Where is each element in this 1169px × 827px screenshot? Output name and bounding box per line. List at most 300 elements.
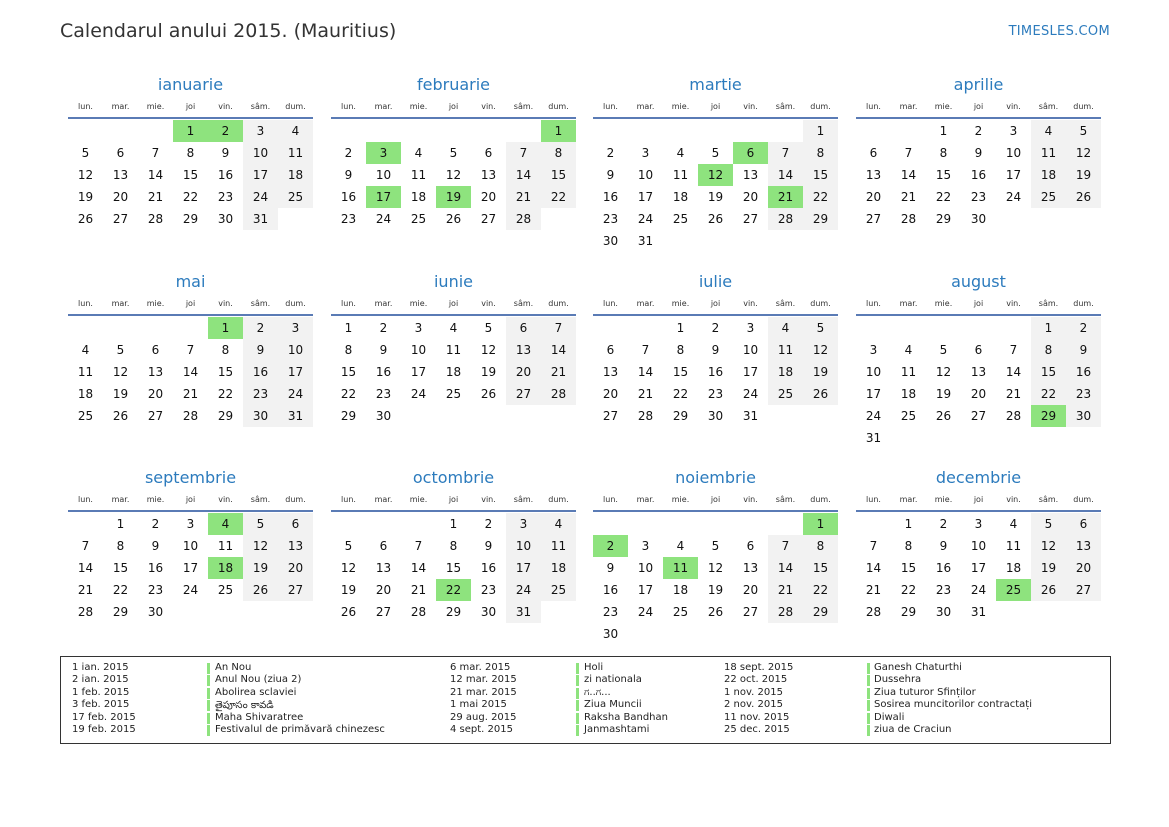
weekday-label: sâm. [250, 299, 271, 308]
day-cell: 9 [221, 146, 230, 160]
legend-holiday-marker [207, 675, 210, 686]
day-cell: 4 [1031, 120, 1066, 142]
weekday-label: lun. [866, 299, 881, 308]
day-cell: 6 [1066, 513, 1101, 535]
header-divider [593, 314, 838, 316]
day-cell: 9 [151, 539, 160, 553]
day-cell: 28 [900, 212, 917, 226]
day-cell: 22 [803, 579, 838, 601]
day-cell: 13 [742, 561, 759, 575]
day-cell: 27 [375, 605, 392, 619]
day-cell: 12 [445, 168, 462, 182]
day-cell: 5 [116, 343, 125, 357]
day-cell: 29 [935, 212, 952, 226]
day-cell: 19 [243, 557, 278, 579]
day-cell: 15 [340, 365, 357, 379]
day-cell: 1 [939, 124, 948, 138]
holiday-day-cell: 19 [436, 186, 471, 208]
day-cell: 9 [711, 343, 720, 357]
legend-date: 25 dec. 2015 [724, 724, 790, 735]
day-cell: 10 [970, 539, 987, 553]
day-cell: 24 [506, 579, 541, 601]
month-name: august [951, 272, 1006, 291]
day-cell: 16 [707, 365, 724, 379]
day-cell: 30 [217, 212, 234, 226]
day-cell: 27 [742, 212, 759, 226]
day-cell: 7 [641, 343, 650, 357]
day-cell: 27 [112, 212, 129, 226]
weekday-label: lun. [78, 299, 93, 308]
day-cell: 19 [77, 190, 94, 204]
day-cell: 31 [506, 601, 541, 623]
day-cell: 26 [112, 409, 129, 423]
day-cell: 8 [344, 343, 353, 357]
day-cell: 16 [602, 190, 619, 204]
header-divider [68, 510, 313, 512]
day-cell: 8 [676, 343, 685, 357]
day-cell: 25 [410, 212, 427, 226]
holiday-day-cell: 1 [208, 317, 243, 339]
day-cell: 20 [602, 387, 619, 401]
day-cell: 28 [865, 605, 882, 619]
day-cell: 16 [243, 361, 278, 383]
day-cell: 11 [1031, 142, 1066, 164]
day-cell: 12 [803, 339, 838, 361]
day-cell: 11 [1005, 539, 1022, 553]
day-cell: 22 [803, 186, 838, 208]
day-cell: 3 [243, 120, 278, 142]
day-cell: 8 [221, 343, 230, 357]
day-cell: 18 [77, 387, 94, 401]
legend-holiday-name: Ziua tuturor Sfinților [874, 686, 976, 698]
day-cell: 18 [768, 361, 803, 383]
day-cell: 17 [970, 561, 987, 575]
day-cell: 5 [484, 321, 493, 335]
month-name: mai [175, 272, 206, 291]
day-cell: 27 [865, 212, 882, 226]
legend-date: 17 feb. 2015 [72, 711, 136, 723]
legend-date: 1 mai 2015 [450, 699, 507, 711]
day-cell: 23 [147, 583, 164, 597]
holiday-day-cell: 6 [733, 142, 768, 164]
day-cell: 19 [707, 190, 724, 204]
day-cell: 24 [970, 583, 987, 597]
weekday-label: lun. [866, 102, 881, 111]
day-cell: 30 [602, 234, 619, 248]
day-cell: 3 [869, 343, 878, 357]
day-cell: 23 [602, 212, 619, 226]
weekday-label: dum. [810, 102, 831, 111]
day-cell: 21 [147, 190, 164, 204]
day-cell: 14 [77, 561, 94, 575]
legend-date: 4 sept. 2015 [450, 724, 513, 735]
day-cell: 12 [112, 365, 129, 379]
legend-date: 6 mar. 2015 [450, 662, 511, 673]
header-divider [331, 510, 576, 512]
day-cell: 29 [803, 601, 838, 623]
day-cell: 13 [278, 535, 313, 557]
weekday-label: vin. [1006, 299, 1021, 308]
day-cell: 15 [182, 168, 199, 182]
day-cell: 3 [506, 513, 541, 535]
header-divider [856, 117, 1101, 119]
weekday-label: mie. [934, 299, 953, 308]
day-cell: 1 [676, 321, 685, 335]
day-cell: 3 [641, 146, 650, 160]
weekday-label: joi [710, 495, 721, 504]
day-cell: 28 [506, 208, 541, 230]
holiday-day-cell: 22 [436, 579, 471, 601]
weekday-label: vin. [481, 299, 496, 308]
legend-holiday-marker [207, 713, 210, 724]
legend-date: 29 aug. 2015 [450, 711, 517, 723]
day-cell: 20 [970, 387, 987, 401]
legend-holiday-name: Abolirea sclaviei [215, 686, 297, 698]
day-cell: 11 [77, 365, 94, 379]
weekday-label: mar. [899, 102, 918, 111]
day-cell: 11 [768, 339, 803, 361]
day-cell: 22 [182, 190, 199, 204]
day-cell: 30 [147, 605, 164, 619]
day-cell: 19 [480, 365, 497, 379]
weekday-label: lun. [341, 299, 356, 308]
day-cell: 14 [506, 164, 541, 186]
day-cell: 5 [344, 539, 353, 553]
day-cell: 30 [480, 605, 497, 619]
day-cell: 29 [900, 605, 917, 619]
day-cell: 4 [449, 321, 458, 335]
day-cell: 21 [865, 583, 882, 597]
day-cell: 19 [112, 387, 129, 401]
day-cell: 2 [1066, 317, 1101, 339]
weekday-label: joi [185, 102, 196, 111]
weekday-label: vin. [218, 102, 233, 111]
day-cell: 5 [243, 513, 278, 535]
day-cell: 14 [900, 168, 917, 182]
day-cell: 13 [112, 168, 129, 182]
legend-holiday-name: Dussehra [874, 674, 922, 686]
day-cell: 27 [147, 409, 164, 423]
day-cell: 7 [151, 146, 160, 160]
day-cell: 12 [243, 535, 278, 557]
day-cell: 30 [970, 212, 987, 226]
holiday-day-cell: 2 [593, 535, 628, 557]
day-cell: 30 [1066, 405, 1101, 427]
weekday-label: mie. [934, 102, 953, 111]
weekday-label: mie. [671, 495, 690, 504]
day-cell: 3 [641, 539, 650, 553]
day-cell: 8 [116, 539, 125, 553]
day-cell: 25 [77, 409, 94, 423]
day-cell: 5 [1031, 513, 1066, 535]
weekday-label: sâm. [1038, 299, 1059, 308]
day-cell: 25 [1031, 186, 1066, 208]
day-cell: 26 [707, 605, 724, 619]
day-cell: 31 [970, 605, 987, 619]
legend-holiday-name: Anul Nou (ziua 2) [215, 674, 302, 686]
weekday-label: vin. [1006, 102, 1021, 111]
day-cell: 3 [1009, 124, 1018, 138]
day-cell: 26 [480, 387, 497, 401]
day-cell: 6 [116, 146, 125, 160]
day-cell: 29 [340, 409, 357, 423]
day-cell: 20 [375, 583, 392, 597]
day-cell: 12 [935, 365, 952, 379]
day-cell: 30 [707, 409, 724, 423]
day-cell: 9 [1066, 339, 1101, 361]
legend-holiday-name: Holi [584, 662, 604, 673]
day-cell: 7 [904, 146, 913, 160]
day-cell: 17 [243, 164, 278, 186]
day-cell: 23 [1066, 383, 1101, 405]
legend-date: 11 nov. 2015 [724, 711, 790, 723]
day-cell: 25 [217, 583, 234, 597]
day-cell: 2 [344, 146, 353, 160]
day-cell: 1 [344, 321, 353, 335]
day-cell: 15 [900, 561, 917, 575]
day-cell: 3 [186, 517, 195, 531]
day-cell: 19 [1066, 164, 1101, 186]
day-cell: 7 [81, 539, 90, 553]
weekday-label: joi [710, 102, 721, 111]
day-cell: 20 [278, 557, 313, 579]
day-cell: 15 [803, 164, 838, 186]
day-cell: 2 [379, 321, 388, 335]
day-cell: 10 [278, 339, 313, 361]
weekday-label: lun. [866, 495, 881, 504]
legend-holiday-marker [576, 688, 579, 699]
weekday-label: mie. [934, 495, 953, 504]
weekday-label: vin. [743, 102, 758, 111]
weekday-label: dum. [285, 299, 306, 308]
day-cell: 24 [865, 409, 882, 423]
weekday-label: mie. [146, 102, 165, 111]
day-cell: 11 [410, 168, 427, 182]
day-cell: 17 [410, 365, 427, 379]
weekday-label: joi [448, 102, 459, 111]
day-cell: 16 [217, 168, 234, 182]
weekday-label: sâm. [1038, 495, 1059, 504]
day-cell: 29 [182, 212, 199, 226]
day-cell: 26 [935, 409, 952, 423]
day-cell: 30 [935, 605, 952, 619]
day-cell: 31 [865, 431, 882, 445]
day-cell: 16 [1066, 361, 1101, 383]
day-cell: 26 [707, 212, 724, 226]
day-cell: 2 [484, 517, 493, 531]
legend-date: 18 sept. 2015 [724, 662, 794, 673]
legend-date: 22 oct. 2015 [724, 674, 788, 686]
day-cell: 4 [676, 146, 685, 160]
month-name: noiembrie [675, 468, 756, 487]
day-cell: 29 [112, 605, 129, 619]
legend-date: 1 feb. 2015 [72, 686, 130, 698]
day-cell: 22 [340, 387, 357, 401]
day-cell: 20 [112, 190, 129, 204]
day-cell: 27 [742, 605, 759, 619]
day-cell: 8 [449, 539, 458, 553]
day-cell: 10 [742, 343, 759, 357]
weekday-label: mar. [111, 495, 130, 504]
legend-holiday-name: zi nationala [584, 674, 642, 686]
weekday-label: dum. [1073, 102, 1094, 111]
day-cell: 20 [742, 190, 759, 204]
day-cell: 16 [147, 561, 164, 575]
day-cell: 20 [506, 361, 541, 383]
day-cell: 28 [77, 605, 94, 619]
day-cell: 17 [637, 583, 654, 597]
day-cell: 31 [278, 405, 313, 427]
weekday-label: mar. [636, 102, 655, 111]
day-cell: 15 [803, 557, 838, 579]
day-cell: 16 [340, 190, 357, 204]
day-cell: 21 [637, 387, 654, 401]
weekday-label: sâm. [250, 495, 271, 504]
day-cell: 7 [768, 142, 803, 164]
weekday-label: sâm. [775, 102, 796, 111]
weekday-label: mar. [374, 299, 393, 308]
day-cell: 11 [445, 343, 462, 357]
weekday-label: joi [973, 495, 984, 504]
weekday-label: vin. [218, 299, 233, 308]
day-cell: 10 [637, 561, 654, 575]
day-cell: 12 [340, 561, 357, 575]
weekday-label: dum. [810, 495, 831, 504]
weekday-label: mar. [899, 495, 918, 504]
day-cell: 11 [900, 365, 917, 379]
day-cell: 24 [182, 583, 199, 597]
month-name: iulie [698, 272, 733, 291]
day-cell: 27 [506, 383, 541, 405]
day-cell: 19 [803, 361, 838, 383]
weekday-label: sâm. [250, 102, 271, 111]
weekday-label: mie. [409, 102, 428, 111]
day-cell: 4 [904, 343, 913, 357]
day-cell: 24 [410, 387, 427, 401]
month-name: octombrie [412, 468, 495, 487]
legend-holiday-marker [576, 725, 579, 736]
day-cell: 18 [672, 190, 689, 204]
day-cell: 5 [803, 317, 838, 339]
day-cell: 27 [602, 409, 619, 423]
holiday-day-cell: 18 [208, 557, 243, 579]
day-cell: 10 [410, 343, 427, 357]
day-cell: 31 [243, 208, 278, 230]
day-cell: 7 [414, 539, 423, 553]
day-cell: 21 [1005, 387, 1022, 401]
weekday-label: mar. [111, 102, 130, 111]
day-cell: 7 [541, 317, 576, 339]
day-cell: 21 [182, 387, 199, 401]
day-cell: 6 [484, 146, 493, 160]
day-cell: 18 [672, 583, 689, 597]
day-cell: 13 [1066, 535, 1101, 557]
day-cell: 7 [1009, 343, 1018, 357]
day-cell: 14 [410, 561, 427, 575]
day-cell: 22 [672, 387, 689, 401]
day-cell: 21 [77, 583, 94, 597]
weekday-label: vin. [481, 495, 496, 504]
legend-date: 2 nov. 2015 [724, 699, 783, 711]
day-cell: 26 [77, 212, 94, 226]
day-cell: 14 [768, 557, 803, 579]
day-cell: 19 [1031, 557, 1066, 579]
day-cell: 6 [506, 317, 541, 339]
weekday-label: dum. [285, 495, 306, 504]
weekday-label: mie. [146, 495, 165, 504]
legend-holiday-marker [576, 713, 579, 724]
day-cell: 4 [278, 120, 313, 142]
day-cell: 16 [970, 168, 987, 182]
day-cell: 17 [1005, 168, 1022, 182]
day-cell: 25 [672, 605, 689, 619]
day-cell: 11 [541, 535, 576, 557]
day-cell: 25 [278, 186, 313, 208]
day-cell: 1 [803, 120, 838, 142]
legend-date: 2 ian. 2015 [72, 674, 129, 686]
weekday-label: dum. [1073, 495, 1094, 504]
day-cell: 30 [375, 409, 392, 423]
day-cell: 6 [606, 343, 615, 357]
weekday-label: lun. [78, 102, 93, 111]
site-logo[interactable]: TIMESLES.COM [1008, 24, 1110, 39]
weekday-label: sâm. [513, 299, 534, 308]
day-cell: 15 [445, 561, 462, 575]
day-cell: 8 [541, 142, 576, 164]
day-cell: 21 [410, 583, 427, 597]
day-cell: 15 [541, 164, 576, 186]
month-name: februarie [416, 75, 491, 94]
day-cell: 29 [803, 208, 838, 230]
day-cell: 24 [637, 605, 654, 619]
day-cell: 30 [243, 405, 278, 427]
legend-holiday-name: తైపూసం కావడి [215, 700, 274, 712]
weekday-label: lun. [603, 102, 618, 111]
legend-holiday-marker [207, 725, 210, 736]
day-cell: 14 [637, 365, 654, 379]
day-cell: 13 [865, 168, 882, 182]
day-cell: 15 [217, 365, 234, 379]
day-cell: 2 [974, 124, 983, 138]
day-cell: 24 [742, 387, 759, 401]
day-cell: 4 [1009, 517, 1018, 531]
day-cell: 28 [541, 383, 576, 405]
legend-holiday-marker [576, 675, 579, 686]
day-cell: 23 [970, 190, 987, 204]
day-cell: 25 [900, 409, 917, 423]
day-cell: 3 [278, 317, 313, 339]
legend-holiday-name: Diwali [874, 711, 905, 723]
day-cell: 28 [768, 208, 803, 230]
day-cell: 23 [480, 583, 497, 597]
day-cell: 1 [1031, 317, 1066, 339]
weekday-label: vin. [1006, 495, 1021, 504]
day-cell: 11 [278, 142, 313, 164]
day-cell: 1 [449, 517, 458, 531]
legend-date: 1 nov. 2015 [724, 686, 783, 698]
day-cell: 10 [865, 365, 882, 379]
day-cell: 2 [151, 517, 160, 531]
legend-holiday-name: Ganesh Chaturthi [874, 662, 962, 673]
day-cell: 21 [900, 190, 917, 204]
weekday-label: joi [973, 299, 984, 308]
legend-holiday-name: Raksha Bandhan [584, 711, 668, 723]
day-cell: 18 [445, 365, 462, 379]
day-cell: 23 [217, 190, 234, 204]
weekday-label: vin. [218, 495, 233, 504]
day-cell: 29 [217, 409, 234, 423]
day-cell: 25 [672, 212, 689, 226]
